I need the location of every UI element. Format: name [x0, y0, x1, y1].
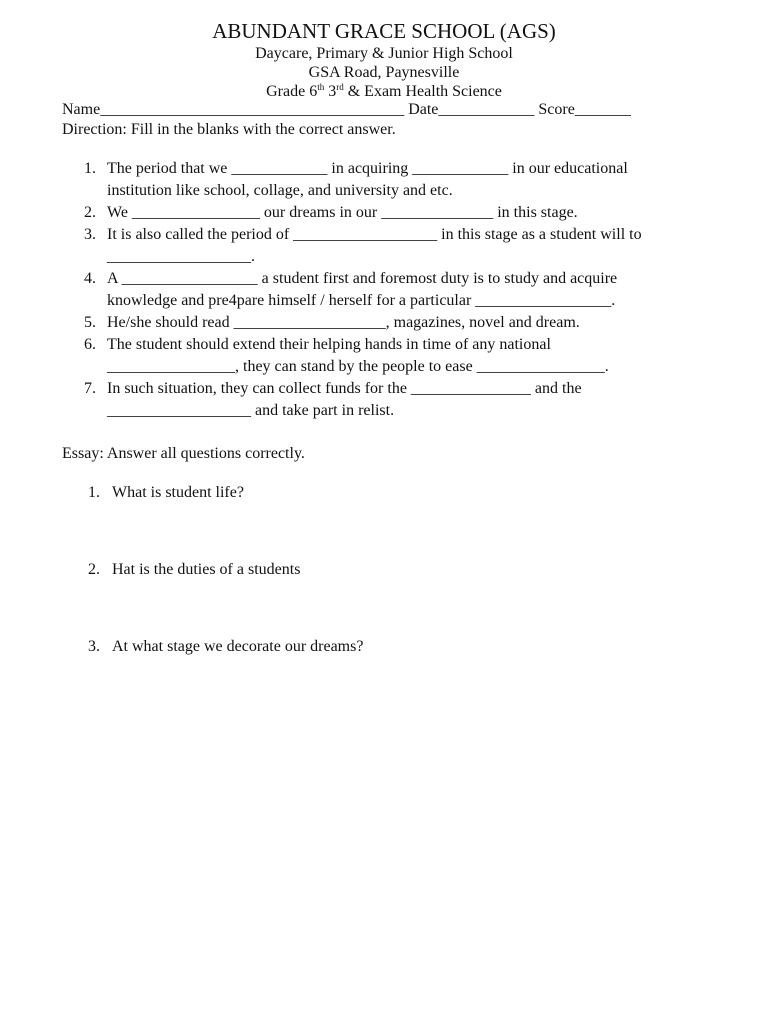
item-text-line: It is also called the period of __________________ in this stage as a student will to: [107, 226, 642, 243]
question-text: What is student life?: [112, 484, 244, 501]
essay-question: [62, 636, 363, 658]
item-number: 3.: [84, 226, 96, 243]
essay-question: [62, 482, 244, 504]
item-number: 7.: [84, 380, 96, 397]
student-info-line: [62, 100, 631, 119]
fill-in-item: [62, 312, 672, 334]
school-subtitle: Daycare, Primary & Junior High School: [255, 45, 513, 62]
fill-in-list: [62, 158, 672, 422]
direction-text: Direction: Fill in the blanks with the correct answer.: [62, 121, 396, 138]
fill-in-item: [62, 378, 672, 422]
item-text-line: knowledge and pre4pare himself / herself for a particular _________________.: [107, 292, 616, 309]
item-number: 2.: [84, 204, 96, 221]
item-text-line: A _________________ a student first and foremost duty is to study and acquire: [107, 270, 618, 287]
item-text-line: He/she should read ___________________, magazines, novel and dream.: [107, 314, 580, 331]
school-header: [0, 18, 768, 101]
question-number: 1.: [88, 484, 100, 501]
item-number: 1.: [84, 160, 96, 177]
grade-sup-th: th: [317, 82, 325, 92]
school-title: ABUNDANT GRACE SCHOOL (AGS): [212, 19, 556, 43]
item-number: 5.: [84, 314, 96, 331]
item-number: 6.: [84, 336, 96, 353]
question-text: At what stage we decorate our dreams?: [112, 638, 364, 655]
date-field: Date____________: [408, 101, 535, 118]
essay-heading: Essay: Answer all questions correctly.: [62, 445, 305, 462]
essay-question: [62, 559, 300, 581]
item-text-line: The student should extend their helping hands in time of any national: [107, 336, 551, 353]
fill-in-item: [62, 158, 672, 202]
item-text-line: We ________________ our dreams in our ______________ in this stage.: [107, 204, 578, 221]
fill-in-item: [62, 268, 672, 312]
question-number: 2.: [88, 561, 100, 578]
fill-in-item: [62, 334, 672, 378]
item-text-line: The period that we ____________ in acquiring ____________ in our educational: [107, 160, 628, 177]
grade-line: [0, 82, 768, 101]
score-field: Score_______: [538, 101, 631, 118]
grade-mid: 3: [324, 83, 337, 100]
item-text-line: ________________, they can stand by the people to ease ________________.: [107, 358, 609, 375]
grade-suffix: & Exam Health Science: [343, 83, 502, 100]
question-number: 3.: [88, 638, 100, 655]
item-text-line: __________________ and take part in relist.: [107, 402, 395, 419]
grade-prefix: Grade 6: [266, 83, 318, 100]
item-text-line: institution like school, collage, and university and etc.: [107, 182, 453, 199]
item-text-line: In such situation, they can collect funds for the _______________ and the: [107, 380, 582, 397]
item-text-line: __________________.: [107, 248, 255, 265]
fill-in-item: [62, 202, 672, 224]
school-address: GSA Road, Paynesville: [308, 64, 460, 81]
fill-in-item: [62, 224, 672, 268]
question-text: Hat is the duties of a students: [112, 561, 301, 578]
item-number: 4.: [84, 270, 96, 287]
grade-sup-rd: rd: [336, 82, 344, 92]
name-field: Name______________________________________: [62, 101, 405, 118]
